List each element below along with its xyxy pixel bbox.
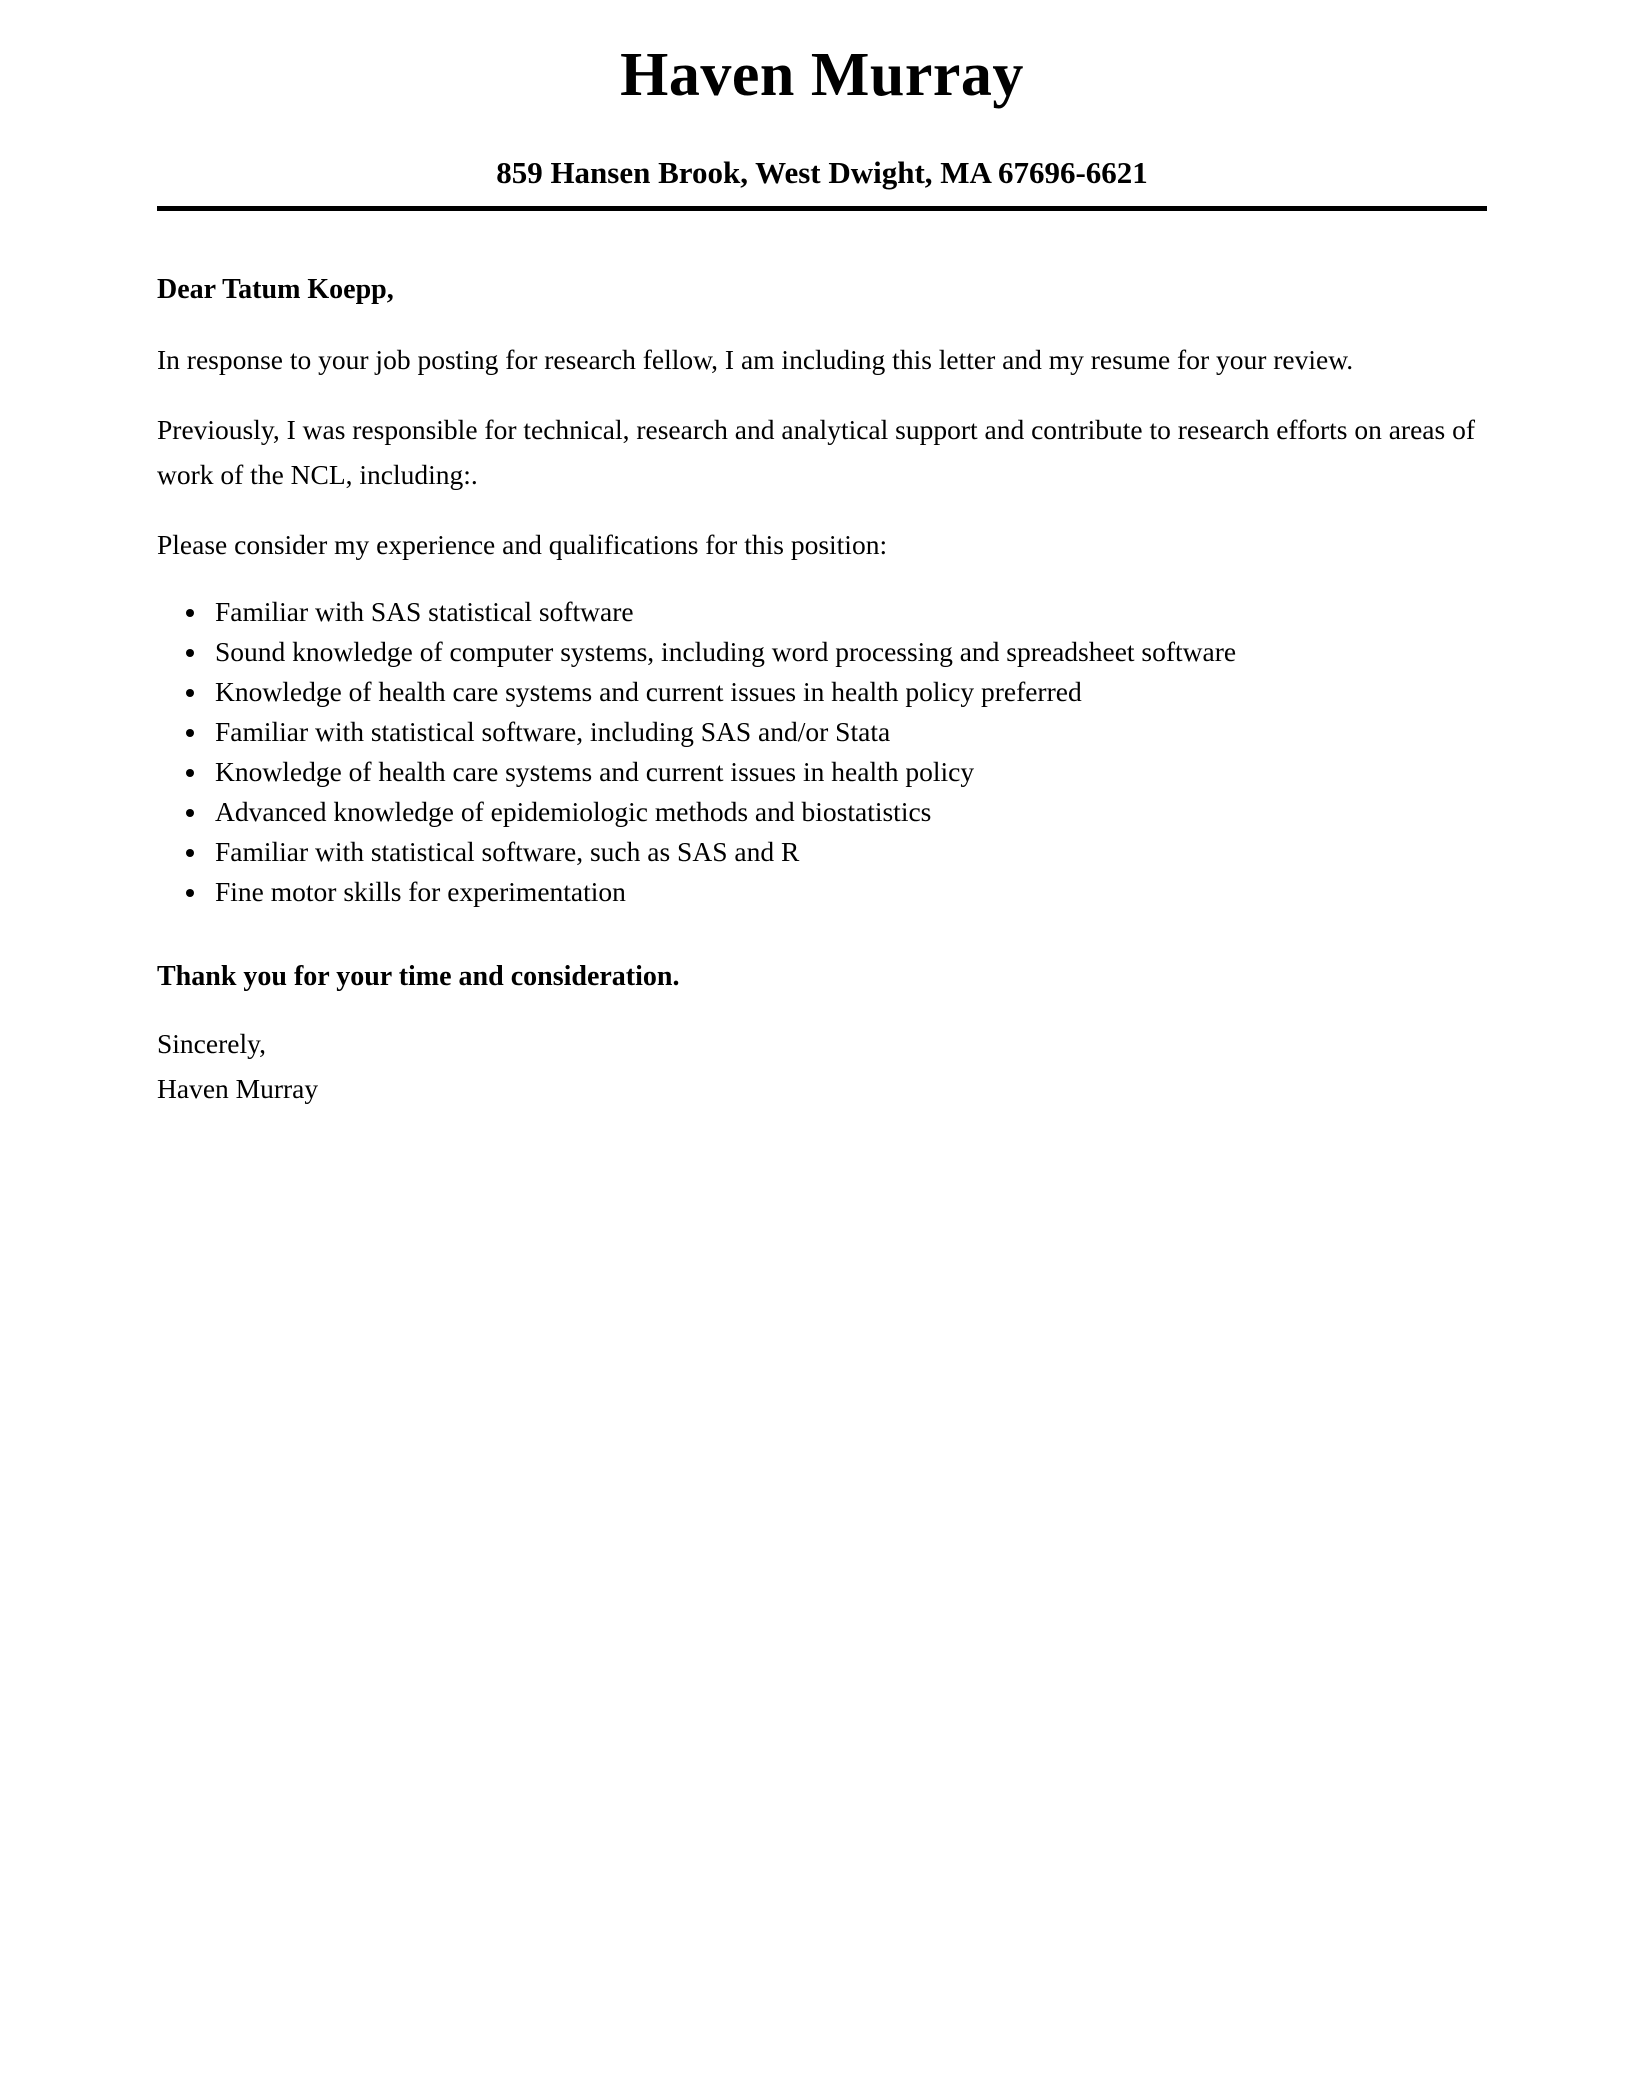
paragraph-intro: In response to your job posting for research fellow, I am including this letter and my resume for your review. bbox=[157, 344, 1354, 376]
signoff-block bbox=[157, 1021, 1487, 1111]
sender-address: 859 Hansen Brook, West Dwight, MA 67696-6621 bbox=[496, 155, 1148, 191]
qualification-item: • Knowledge of health care systems and current issues in health policy preferred bbox=[209, 672, 1487, 712]
letter-header bbox=[157, 38, 1487, 211]
qualification-item: • Familiar with SAS statistical software bbox=[209, 592, 1487, 632]
signature-name: Haven Murray bbox=[157, 1073, 319, 1105]
qualification-item: • Familiar with statistical software, including SAS and/or Stata bbox=[209, 712, 1487, 752]
qualifications-list bbox=[157, 592, 1487, 912]
sender-name: Haven Murray bbox=[620, 41, 1024, 109]
qualification-item: • Fine motor skills for experimentation bbox=[209, 872, 1487, 912]
thank-you-line: Thank you for your time and consideration. bbox=[157, 961, 680, 993]
qualification-item: • Knowledge of health care systems and current issues in health policy bbox=[209, 752, 1487, 792]
closing-line: Sincerely, bbox=[157, 1028, 266, 1060]
qualification-item: • Familiar with statistical software, such as SAS and R bbox=[209, 832, 1487, 872]
salutation: Dear Tatum Koepp, bbox=[157, 274, 394, 306]
paragraph-consider: Please consider my experience and qualifications for this position: bbox=[157, 529, 888, 561]
header-divider bbox=[157, 206, 1487, 211]
qualification-item: • Sound knowledge of computer systems, including word processing and spreadsheet software bbox=[209, 632, 1487, 672]
qualification-item: • Advanced knowledge of epidemiologic methods and biostatistics bbox=[209, 792, 1487, 832]
paragraph-experience: Previously, I was responsible for technical, research and analytical support and contribute to research efforts on areas of work of the NCL, including:. bbox=[157, 414, 1475, 491]
